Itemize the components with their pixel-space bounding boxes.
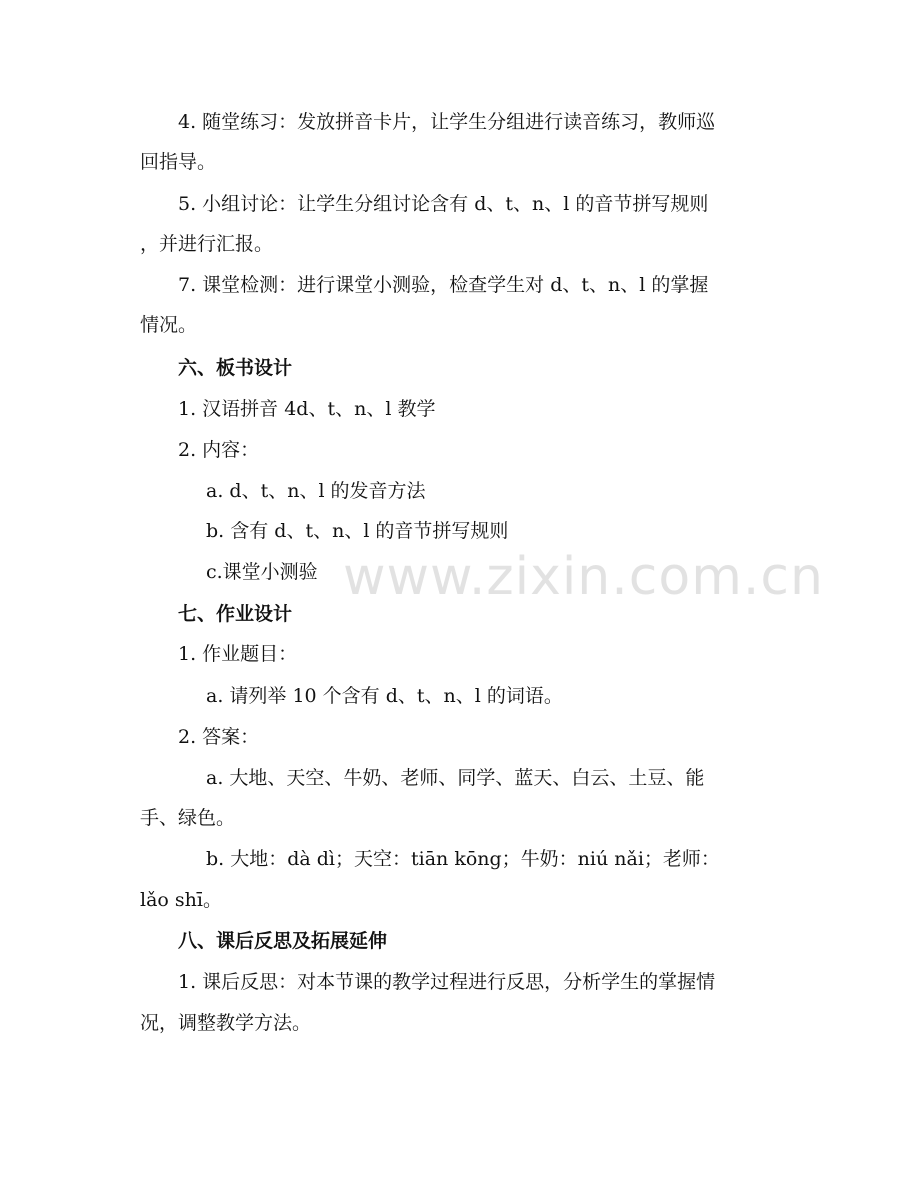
section-heading-reflection: 八、课后反思及拓展延伸	[178, 930, 388, 952]
homework-item-1: 1. 作业题目：	[178, 643, 298, 665]
paragraph-discussion-line1: 5. 小组讨论：让学生分组讨论含有 d、t、n、l 的音节拼写规则	[178, 193, 709, 215]
board-design-sub-c: c.课堂小测验	[206, 561, 318, 583]
board-design-sub-b: b. 含有 d、t、n、l 的音节拼写规则	[206, 520, 509, 542]
homework-answer-b-line1: b. 大地：dà dì；天空：tiān kōng；牛奶：niú nǎi；老师：	[206, 848, 720, 870]
homework-answer-b-line2: lǎo shī。	[140, 889, 222, 911]
paragraph-test-line2: 情况。	[140, 314, 198, 336]
paragraph-practice-line2: 回指导。	[140, 151, 217, 173]
section-heading-homework: 七、作业设计	[178, 603, 293, 625]
paragraph-discussion-line2: ，并进行汇报。	[140, 233, 274, 255]
watermark-text: www.zixin.com.cn	[343, 547, 824, 607]
homework-item-2: 2. 答案：	[178, 726, 260, 748]
homework-sub-a: a. 请列举 10 个含有 d、t、n、l 的词语。	[206, 685, 563, 707]
homework-answer-a-line2: 手、绿色。	[140, 807, 236, 829]
section-heading-board-design: 六、板书设计	[178, 357, 293, 379]
board-design-item-2: 2. 内容：	[178, 439, 260, 461]
reflection-item-1-line2: 况，调整教学方法。	[140, 1012, 312, 1034]
paragraph-test-line1: 7. 课堂检测：进行课堂小测验，检查学生对 d、t、n、l 的掌握	[178, 274, 709, 296]
reflection-item-1-line1: 1. 课后反思：对本节课的教学过程进行反思，分析学生的掌握情	[178, 971, 716, 993]
board-design-item-1: 1. 汉语拼音 4d、t、n、l 教学	[178, 398, 436, 420]
homework-answer-a-line1: a. 大地、天空、牛奶、老师、同学、蓝天、白云、土豆、能	[206, 767, 705, 789]
board-design-sub-a: a. d、t、n、l 的发音方法	[206, 480, 426, 502]
paragraph-practice-line1: 4. 随堂练习：发放拼音卡片，让学生分组进行读音练习，教师巡	[178, 111, 716, 133]
